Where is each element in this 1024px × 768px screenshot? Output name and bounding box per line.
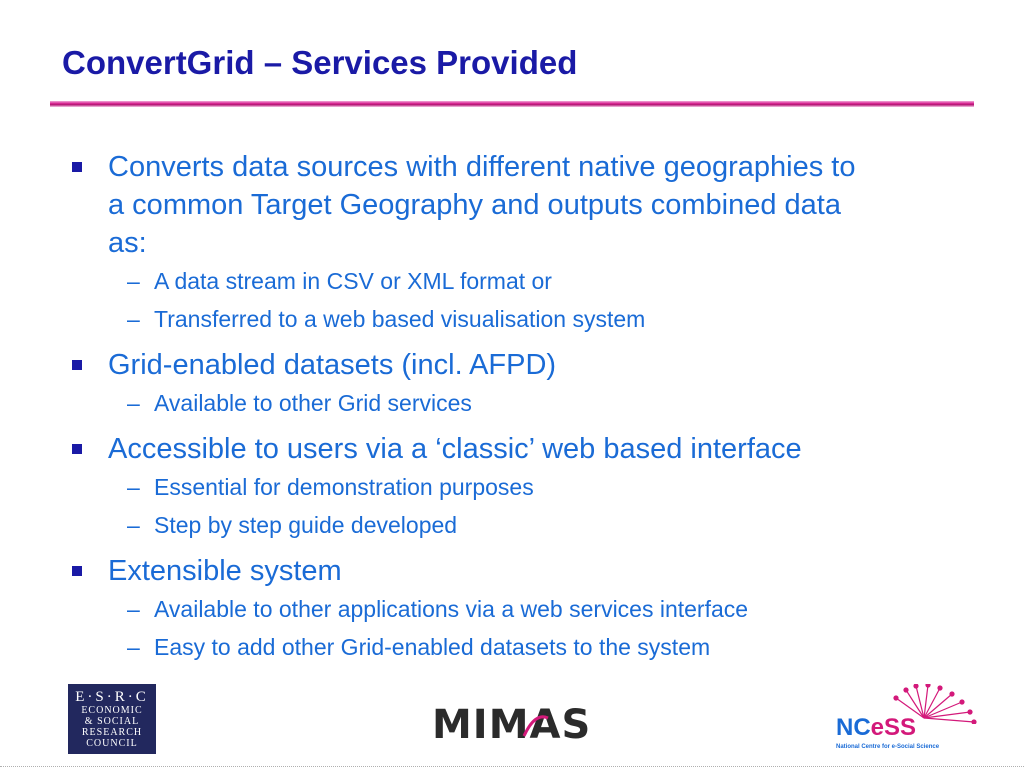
bullet-text: Grid-enabled datasets (incl. AFPD) bbox=[108, 349, 557, 381]
dash-marker: – bbox=[127, 474, 140, 500]
sub-bullet-text: Transferred to a web based visualisation system bbox=[154, 306, 646, 332]
mimas-swoosh-icon bbox=[520, 708, 550, 744]
sub-bullet-item bbox=[0, 384, 1024, 422]
square-bullet-icon bbox=[72, 566, 82, 576]
sub-bullet-text: Step by step guide developed bbox=[154, 512, 458, 538]
bullet-item bbox=[0, 552, 1024, 590]
ncess-logo bbox=[836, 684, 981, 760]
bullet-text: Extensible system bbox=[108, 555, 342, 587]
dash-marker: – bbox=[127, 268, 140, 294]
ncess-subtitle: National Centre for e-Social Science bbox=[836, 744, 940, 750]
dash-marker: – bbox=[127, 512, 140, 538]
sub-bullet-item bbox=[0, 628, 1024, 666]
slide-title: ConvertGrid – Services Provided bbox=[62, 44, 578, 81]
bullet-item bbox=[0, 346, 1024, 384]
dash-marker: – bbox=[127, 596, 140, 622]
square-bullet-icon bbox=[72, 162, 82, 172]
dash-marker: – bbox=[127, 306, 140, 332]
dash-marker: – bbox=[127, 634, 140, 660]
sub-bullet-text: Available to other Grid services bbox=[154, 390, 472, 416]
esrc-logo bbox=[68, 684, 156, 754]
sub-bullet-text: Available to other applications via a web services interface bbox=[154, 596, 749, 622]
bullet-item bbox=[0, 430, 1024, 468]
mimas-logo: MIMAS bbox=[432, 702, 592, 748]
square-bullet-icon bbox=[72, 444, 82, 454]
esrc-logo-line: RESEARCH bbox=[81, 727, 143, 738]
esrc-logo-line: ECONOMIC bbox=[81, 705, 143, 716]
title-divider bbox=[50, 101, 974, 107]
sub-bullet-item bbox=[0, 506, 1024, 544]
sub-bullet-text: A data stream in CSV or XML format or bbox=[154, 268, 552, 294]
square-bullet-icon bbox=[72, 360, 82, 370]
esrc-logo-heading: E·S·R·C bbox=[75, 689, 149, 705]
dash-marker: – bbox=[127, 390, 140, 416]
sub-bullet-item bbox=[0, 590, 1024, 628]
sub-bullet-item bbox=[0, 262, 1024, 300]
sub-bullet-text: Essential for demonstration purposes bbox=[154, 474, 534, 500]
sub-bullet-item bbox=[0, 468, 1024, 506]
sub-bullet-item bbox=[0, 300, 1024, 338]
ncess-wordmark: NCeSS bbox=[836, 714, 917, 741]
bullet-text: Accessible to users via a ‘classic’ web based interface bbox=[108, 433, 802, 465]
esrc-logo-line: COUNCIL bbox=[86, 738, 138, 749]
bullet-item bbox=[0, 148, 1024, 262]
esrc-logo-line: & SOCIAL bbox=[84, 716, 140, 727]
sub-bullet-text: Easy to add other Grid-enabled datasets to the system bbox=[154, 634, 711, 660]
bullet-text: Converts data sources with different native geographies to a common Target Geography and outputs combined data as: bbox=[108, 151, 856, 259]
bullet-list bbox=[0, 140, 1024, 666]
